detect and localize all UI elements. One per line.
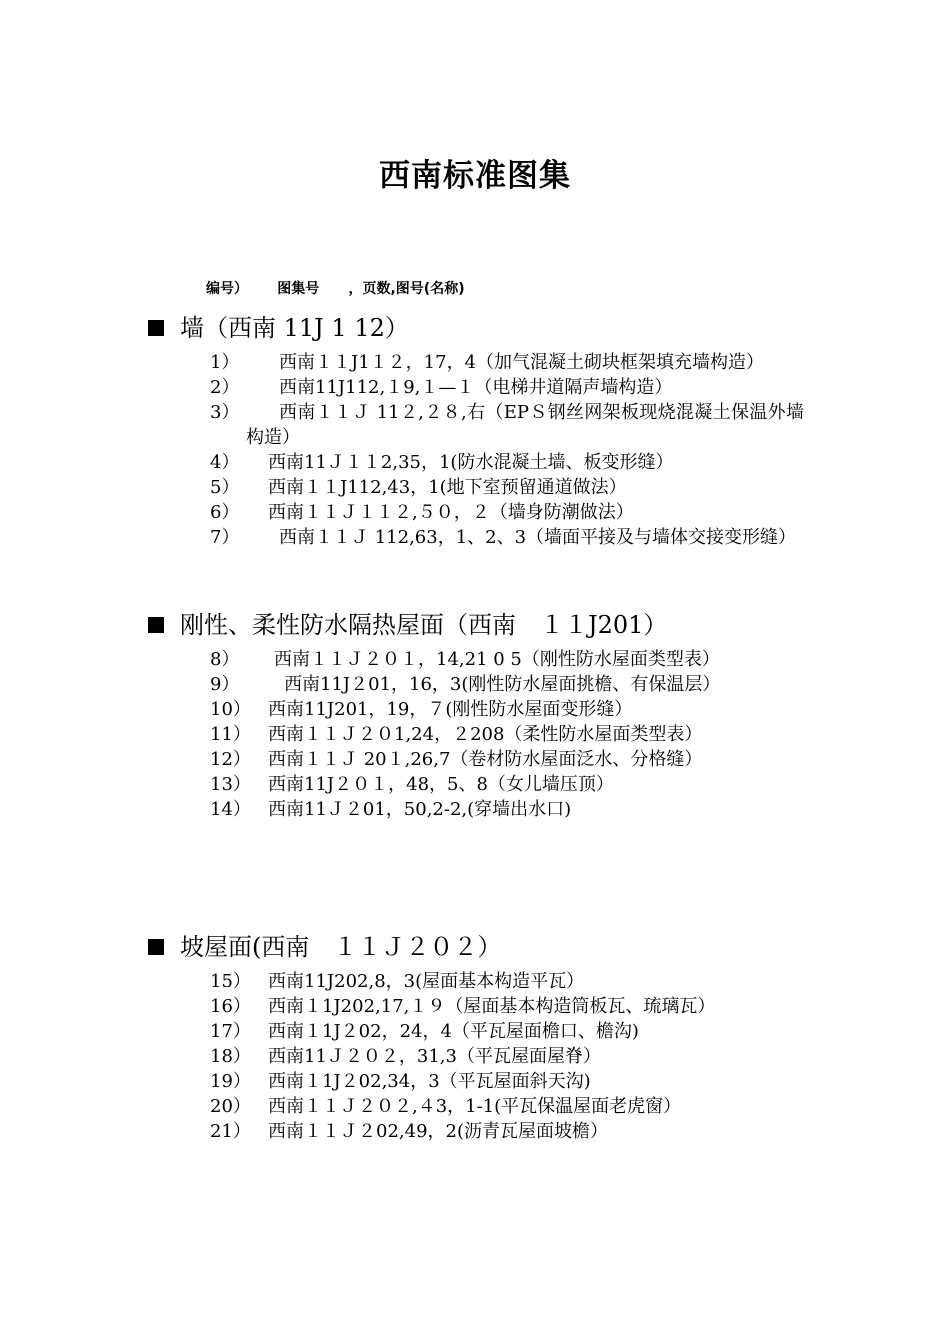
- item-number: 15）: [210, 971, 251, 992]
- list-item: [146, 994, 804, 1019]
- item-number: 4）: [210, 452, 240, 473]
- item-number: 16）: [210, 996, 251, 1017]
- section-heading-text: 坡屋面(西南 １１Ｊ２０２）: [180, 933, 502, 961]
- item-text: 西南11Ｊ１１2,35，1(防水混凝土墙、板变形缝）: [268, 452, 674, 473]
- item-number: 14）: [210, 799, 251, 820]
- list-item: [146, 1019, 804, 1044]
- item-text: 西南１1J２02,34，3（平瓦屋面斜天沟): [268, 1071, 591, 1092]
- item-list: [146, 647, 846, 822]
- list-item: [146, 475, 804, 500]
- item-text: 西南１１Ｊ２０１，14,21 0 5（刚性防水屋面类型表）: [274, 649, 720, 670]
- item-number: 11）: [210, 724, 251, 745]
- item-number: 2）: [210, 377, 240, 398]
- section-heading-text: 墙（西南 11J 1 12）: [180, 314, 409, 342]
- item-number: 7）: [210, 527, 240, 548]
- section-heading: [146, 607, 846, 643]
- item-list: [146, 969, 846, 1144]
- item-text: 西南11Ｊ２01，50,2-2,(穿墙出水口): [268, 799, 572, 820]
- column-legend: 编号） 图集号 ，页数,图号(名称): [206, 281, 465, 297]
- list-item: [146, 697, 804, 722]
- item-text: 西南１1J２02，24，4（平瓦屋面檐口、檐沟): [268, 1021, 639, 1042]
- list-item: [146, 450, 804, 475]
- list-item: [146, 672, 804, 697]
- item-text: 西南１１Ｊ 20１,26,7（卷材防水屋面泛水、分格缝）: [268, 749, 703, 770]
- item-text: 西南１１Ｊ２０２,４3，1-1(平瓦保温屋面老虎窗）: [268, 1096, 682, 1117]
- item-number: 10）: [210, 699, 251, 720]
- list-item: [146, 797, 804, 822]
- item-text: 西南11J２01，16，3(刚性防水屋面挑檐、有保温层）: [284, 674, 721, 695]
- list-item: [146, 1094, 804, 1119]
- item-number: 1）: [210, 352, 240, 373]
- section-heading: [146, 310, 846, 346]
- item-text: 西南１１J1１２，17，4（加气混凝土砌块框架填充墙构造）: [279, 352, 765, 373]
- item-number: 5）: [210, 477, 240, 498]
- section-heading-text: 刚性、柔性防水隔热屋面（西南 １１J201）: [180, 611, 668, 639]
- item-number: 17）: [210, 1021, 251, 1042]
- item-text: 西南11J２０１，48，5、8（女儿墙压顶）: [268, 774, 614, 795]
- item-number: 13）: [210, 774, 251, 795]
- section-heading: [146, 929, 846, 965]
- item-text: 西南１１Ｊ１１２,５０，２（墙身防潮做法）: [268, 502, 634, 523]
- item-text: 西南１１Ｊ 11２,２８,右（EPＳ钢丝网架板现烧混凝土保温外墙构造）: [246, 402, 804, 448]
- list-item: [146, 772, 804, 797]
- section-rigid-flexible-roof: [146, 607, 846, 822]
- item-text: 西南11J201，19，７(刚性防水屋面变形缝）: [268, 699, 633, 720]
- list-item: [146, 747, 804, 772]
- item-number: 18）: [210, 1046, 251, 1067]
- list-item: [146, 722, 804, 747]
- item-text: 西南11Ｊ２０２，31,3（平瓦屋面屋脊）: [268, 1046, 601, 1067]
- item-text: 西南１１Ｊ 112,63，1、2、3（墙面平接及与墙体交接变形缝）: [279, 527, 797, 548]
- item-text: 西南１1J202,17,１９（屋面基本构造筒板瓦、琉璃瓦）: [268, 996, 716, 1017]
- list-item: [146, 1119, 804, 1144]
- item-number: 8）: [210, 649, 240, 670]
- square-bullet-icon: [148, 617, 164, 633]
- list-item: [146, 375, 804, 400]
- list-item: [146, 525, 804, 550]
- item-text: 西南11J202,8，3(屋面基本构造平瓦）: [268, 971, 585, 992]
- list-item: [146, 647, 804, 672]
- list-item: [146, 500, 804, 525]
- item-text: 西南１１Ｊ２02,49，2(沥青瓦屋面坡檐）: [268, 1121, 609, 1142]
- list-item: [146, 969, 804, 994]
- section-pitched-roof: [146, 929, 846, 1144]
- item-number: 6）: [210, 502, 240, 523]
- item-number: 21）: [210, 1121, 251, 1142]
- list-item: [146, 1069, 804, 1094]
- list-item: [146, 400, 804, 450]
- item-text: 西南１１J112,43，1(地下室预留通道做法）: [268, 477, 627, 498]
- list-item: [146, 1044, 804, 1069]
- list-item: [146, 350, 804, 375]
- square-bullet-icon: [148, 939, 164, 955]
- item-number: 19）: [210, 1071, 251, 1092]
- section-wall: [146, 310, 846, 550]
- item-number: 3）: [210, 402, 240, 423]
- item-number: 9）: [210, 674, 240, 695]
- item-number: 12）: [210, 749, 251, 770]
- item-text: 西南１１Ｊ２０1,24，２208（柔性防水屋面类型表）: [268, 724, 703, 745]
- item-list: [146, 350, 846, 550]
- page-title: 西南标准图集: [379, 158, 571, 194]
- item-number: 20）: [210, 1096, 251, 1117]
- square-bullet-icon: [148, 320, 164, 336]
- item-text: 西南11J112,１9,１—１（电梯井道隔声墙构造）: [279, 377, 673, 398]
